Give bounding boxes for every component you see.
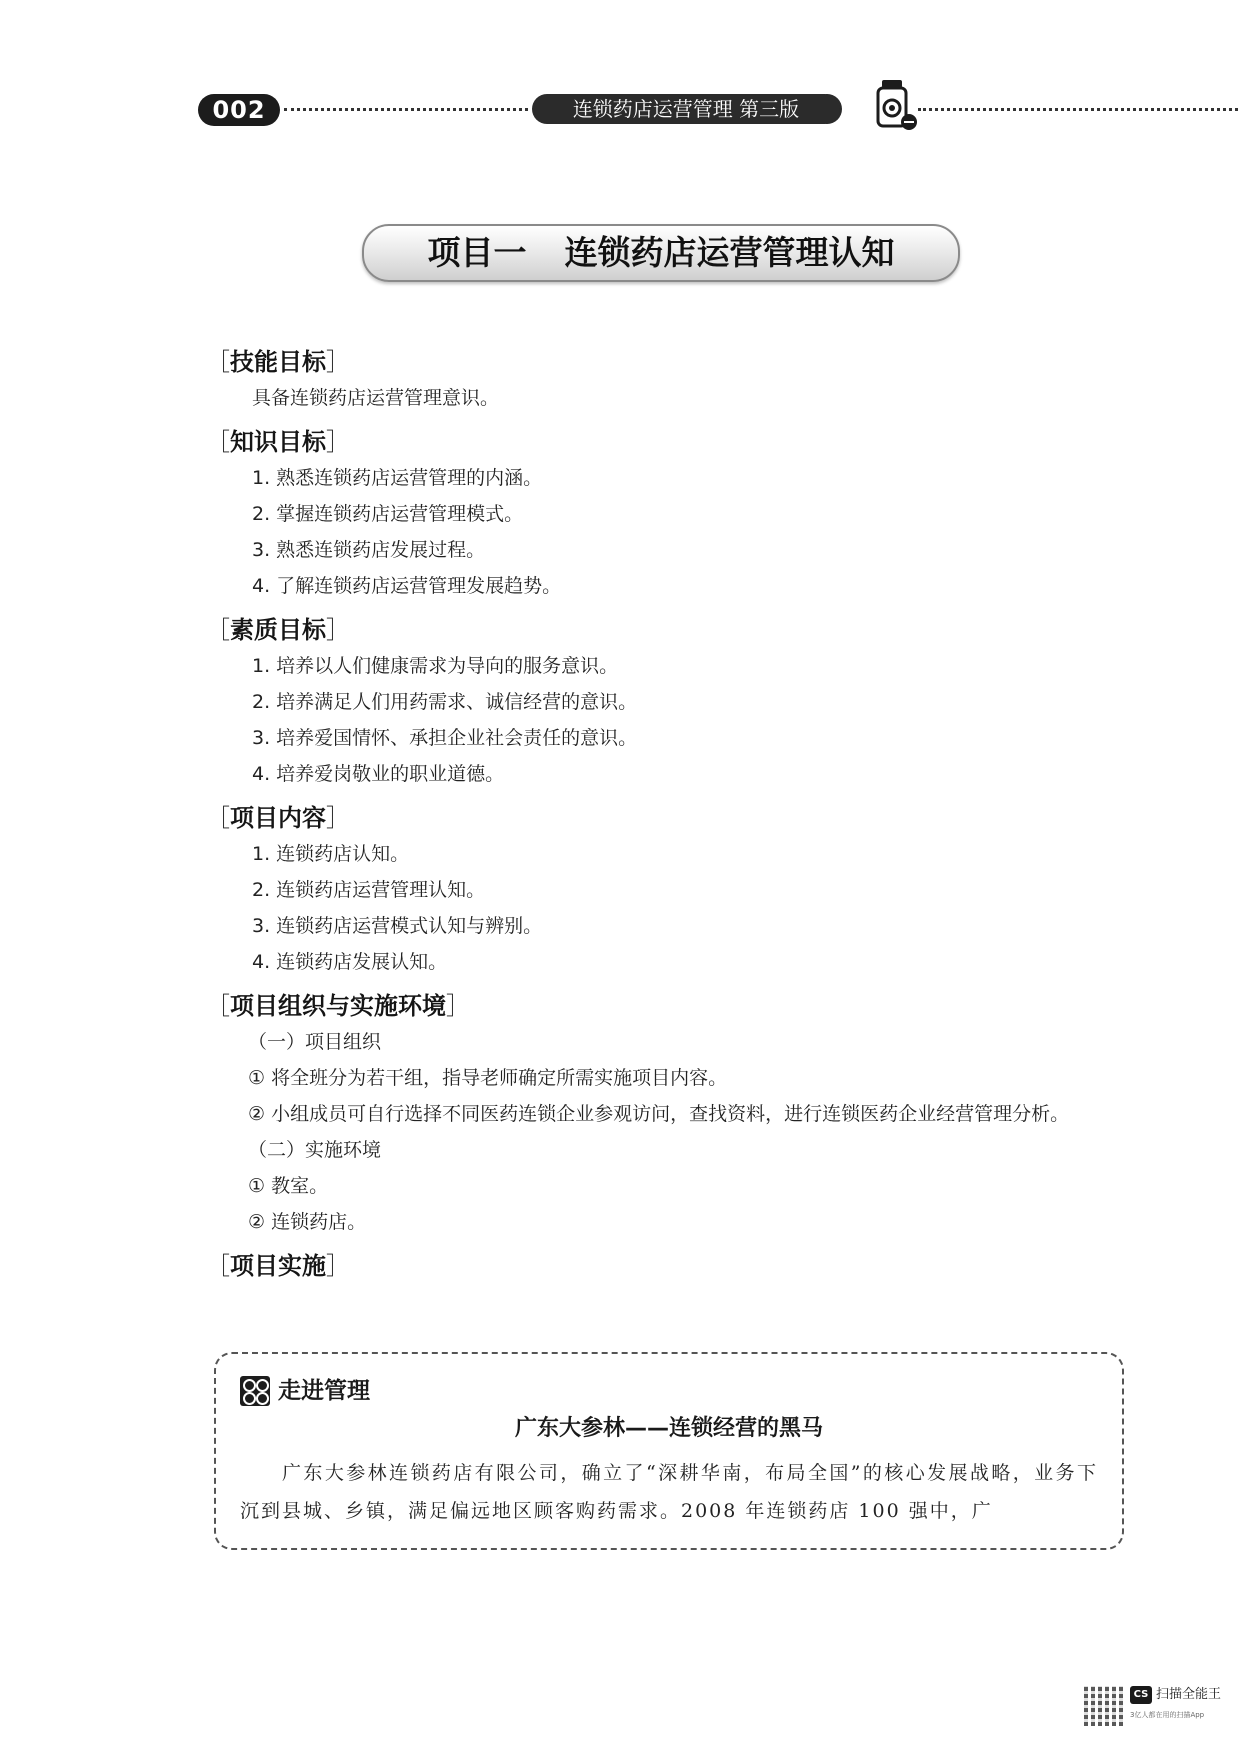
scanner-logo: CS [1130,1686,1152,1704]
list-item: 4. 了解连锁药店运营管理发展趋势。 [252,575,562,597]
grid-icon [240,1376,270,1406]
list-item: 具备连锁药店运营管理意识。 [252,387,500,409]
scanner-watermark [1082,1682,1222,1740]
list-item: 3. 熟悉连锁药店发展过程。 [252,539,486,561]
section-heading-implementation: ［项目实施］ [206,1252,350,1280]
project-number: 项目一 [427,233,527,272]
header-dotted-rule-right [918,108,1239,111]
list-item: 4. 连锁药店发展认知。 [252,951,448,973]
list-item: 1. 培养以人们健康需求为导向的服务意识。 [252,655,619,677]
section-heading-content: ［项目内容］ [206,804,350,832]
case-title: 广东大参林——连锁经营的黑马 [514,1416,823,1441]
qr-code-icon [1084,1686,1124,1726]
list-item: 2. 培养满足人们用药需求、诚信经营的意识。 [252,691,638,713]
case-paragraph: 广东大参林连锁药店有限公司，确立了“深耕华南，布局全国”的核心发展战略，业务下沉到县城、乡镇，满足偏远地区顾客购药需求。2008 年连锁药店 100 强中，广 [240,1462,1098,1522]
list-item: （二）实施环境 [248,1139,382,1161]
scanner-tagline: 3亿人都在用的扫描App [1130,1711,1205,1719]
project-title-banner [362,224,960,282]
list-item: ② 连锁药店。 [248,1211,367,1233]
list-item: 3. 培养爱国情怀、承担企业社会责任的意识。 [252,727,638,749]
list-item: 4. 培养爱岗敬业的职业道德。 [252,763,505,785]
page-number: 002 [198,94,280,126]
list-item: 2. 掌握连锁药店运营管理模式。 [252,503,524,525]
running-header [198,92,1138,132]
list-item: 2. 连锁药店运营管理认知。 [252,879,486,901]
section-heading-knowledge: ［知识目标］ [206,428,350,456]
case-box-label: 走进管理 [278,1378,370,1404]
case-study-box [214,1352,1124,1550]
list-item: 3. 连锁药店运营模式认知与辨别。 [252,915,543,937]
list-item: ① 教室。 [248,1175,329,1197]
section-heading-organization: ［项目组织与实施环境］ [206,992,470,1020]
section-heading-quality: ［素质目标］ [206,616,350,644]
list-item: （一）项目组织 [248,1031,382,1053]
project-objectives [206,344,1136,1284]
project-title [364,226,958,280]
project-name: 连锁药店运营管理认知 [564,233,895,272]
list-item: 1. 熟悉连锁药店运营管理的内涵。 [252,467,543,489]
list-item: ① 将全班分为若干组，指导老师确定所需实施项目内容。 [248,1067,728,1089]
medicine-bottle-icon [864,78,920,134]
list-item: 1. 连锁药店认知。 [252,843,410,865]
header-dotted-rule [284,108,528,111]
scanner-app-name: 扫描全能王 [1156,1687,1222,1702]
section-heading-skill: ［技能目标］ [206,348,350,376]
list-item: ② 小组成员可自行选择不同医药连锁企业参观访问，查找资料，进行连锁医药企业经营管理分析。 [248,1103,1070,1125]
book-title: 连锁药店运营管理 第三版 [532,94,840,124]
